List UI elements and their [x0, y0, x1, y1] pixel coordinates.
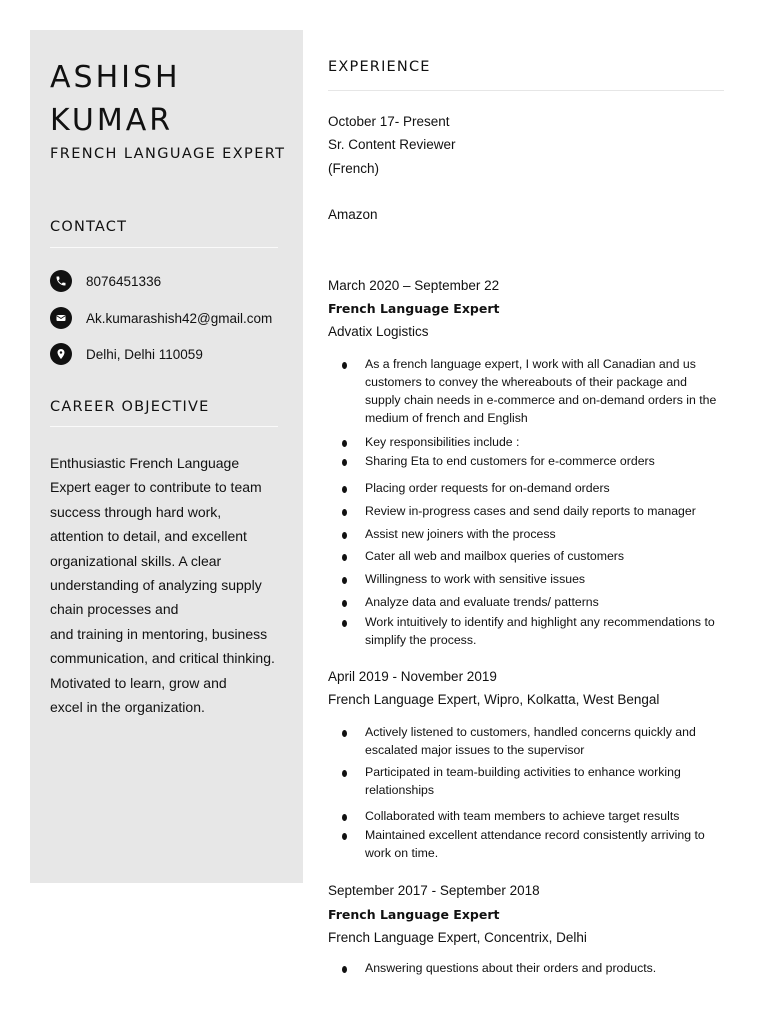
- location-text: Delhi, Delhi 110059: [86, 346, 203, 362]
- job-bullet: Maintained excellent attendance record consistently arriving to work on time.: [365, 826, 720, 862]
- first-name: ASHISH: [50, 60, 181, 95]
- mail-icon: [50, 307, 72, 329]
- job-bullet: Collaborated with team members to achieve target results: [365, 807, 720, 825]
- contact-heading: CONTACT: [50, 219, 128, 235]
- contact-phone: [50, 269, 161, 293]
- contact-location: [50, 342, 203, 366]
- job-bullet: Cater all web and mailbox queries of customers: [365, 547, 720, 565]
- sidebar: [30, 30, 303, 883]
- contact-divider: [50, 247, 278, 248]
- objective-paragraph: excel in the organization.: [50, 699, 205, 716]
- job-bullet: Actively listened to customers, handled concerns quickly and escalated major issues to the supervisor: [365, 723, 720, 759]
- objective-heading: CAREER OBJECTIVE: [50, 399, 210, 415]
- job-title: French Language Expert: [328, 907, 500, 922]
- job-dates: September 2017 - September 2018: [328, 883, 540, 898]
- job-bullet: Key responsibilities include :: [365, 433, 720, 451]
- phone-number: 8076451336: [86, 273, 162, 289]
- job-title: French Language Expert, Wipro, Kolkatta, West Bengal: [328, 692, 660, 707]
- email-address: Ak.kumarashish42@gmail.com: [86, 310, 273, 326]
- job-bullet: Willingness to work with sensitive issues: [365, 570, 720, 588]
- job-dates: April 2019 - November 2019: [328, 669, 497, 684]
- job-bullet: Sharing Eta to end customers for e-commerce orders: [365, 452, 720, 470]
- location-pin-icon: [50, 343, 72, 365]
- job-bullet: Review in-progress cases and send daily reports to manager: [365, 502, 720, 520]
- job-bullet: Work intuitively to identify and highlight any recommendations to simplify the process.: [365, 613, 720, 649]
- job-company: Amazon: [328, 207, 378, 222]
- contact-email: [50, 306, 272, 330]
- job-dates: October 17- Present: [328, 114, 450, 129]
- objective-divider: [50, 426, 278, 427]
- phone-icon: [50, 270, 72, 292]
- job-title: French Language Expert: [328, 301, 500, 316]
- job-title: FRENCH LANGUAGE EXPERT: [50, 146, 286, 162]
- job-dates: March 2020 – September 22: [328, 278, 500, 293]
- last-name: KUMAR: [50, 103, 174, 138]
- experience-heading: EXPERIENCE: [328, 59, 431, 75]
- job-bullet: Answering questions about their orders and products.: [365, 959, 720, 977]
- objective-paragraph: Enthusiastic French Language Expert eager to contribute to team: [50, 455, 262, 496]
- job-company: French Language Expert, Concentrix, Delhi: [328, 930, 587, 945]
- job-bullet: As a french language expert, I work with all Canadian and us customers to convey the whereabouts of their package and supply chain needs in e-commerce and on-demand orders in the medium of french and English: [365, 355, 720, 427]
- career-objective: [50, 451, 275, 719]
- job-bullet: Participated in team-building activities to enhance working relationships: [365, 763, 720, 799]
- job-bullet: Analyze data and evaluate trends/ patterns: [365, 593, 720, 611]
- job-subtitle: (French): [328, 161, 380, 176]
- objective-paragraph: and training in mentoring, business communication, and critical thinking. Motivated to learn, grow and: [50, 625, 275, 691]
- job-company: Advatix Logistics: [328, 324, 429, 339]
- experience-divider: [328, 90, 724, 91]
- job-title: Sr. Content Reviewer: [328, 137, 456, 152]
- candidate-name: [50, 56, 181, 142]
- objective-paragraph: success through hard work, attention to detail, and excellent organizational skills. A clear understanding of analyzing supply chain processes and: [50, 503, 262, 618]
- job-bullet: Assist new joiners with the process: [365, 525, 720, 543]
- job-bullet: Placing order requests for on-demand orders: [365, 479, 720, 497]
